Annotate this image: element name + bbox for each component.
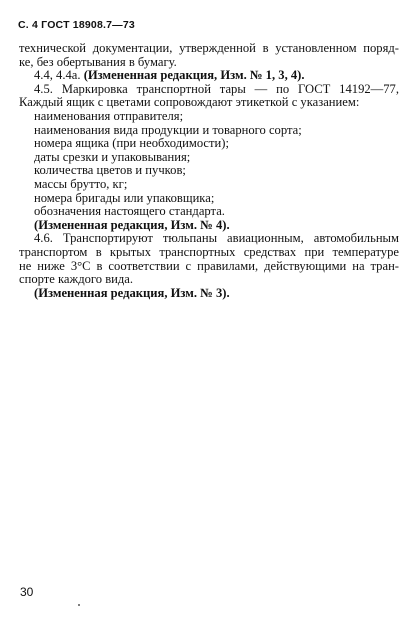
text-line: спорте каждого вида. <box>19 272 134 287</box>
text-line: 4.5. Маркировка транспортной тары — по ГОСТ 14192—77, <box>34 81 399 96</box>
list-item: массы брутто, кг; <box>34 176 128 191</box>
clause-number: 4.4, 4.4а. <box>34 68 81 83</box>
document-body <box>19 42 399 300</box>
text-line: ке, без обертывания в бумагу. <box>19 54 177 69</box>
list-item: номера бригады или упаковщика; <box>34 190 215 205</box>
amendment-note: (Измененная редакция, Изм. № 1, 3, 4). <box>83 68 305 83</box>
text-line: транспортом в крытых транспортных средствах при температуре <box>19 244 399 259</box>
list-item: номера ящика (при необходимости); <box>34 136 229 151</box>
page-header: С. 4 ГОСТ 18908.7—73 <box>18 19 135 31</box>
text-line: 4.6. Транспортируют тюльпаны авиационным, автомобильным <box>34 231 399 246</box>
amendment-note: (Измененная редакция, Изм. № 4). <box>34 217 230 232</box>
clause-4-4-line <box>19 69 399 83</box>
list-item: обозначения настоящего стандарта. <box>34 204 225 219</box>
list-item: наименования вида продукции и товарного сорта; <box>34 122 302 137</box>
list-item: даты срезки и упаковывания; <box>34 149 191 164</box>
text-line: не ниже 3°С в соответствии с правилами, действующими на тран- <box>19 258 399 273</box>
text-line: технической документации, утвержденной в установленном поряд- <box>19 41 399 55</box>
scan-speck <box>78 604 80 606</box>
page-number: 30 <box>20 585 34 599</box>
amendment-note: (Измененная редакция, Изм. № 3). <box>34 285 230 300</box>
list-item: количества цветов и пучков; <box>34 163 186 178</box>
text-line: Каждый ящик с цветами сопровождают этикеткой с указанием: <box>19 95 360 110</box>
list-item: наименования отправителя; <box>34 108 184 123</box>
